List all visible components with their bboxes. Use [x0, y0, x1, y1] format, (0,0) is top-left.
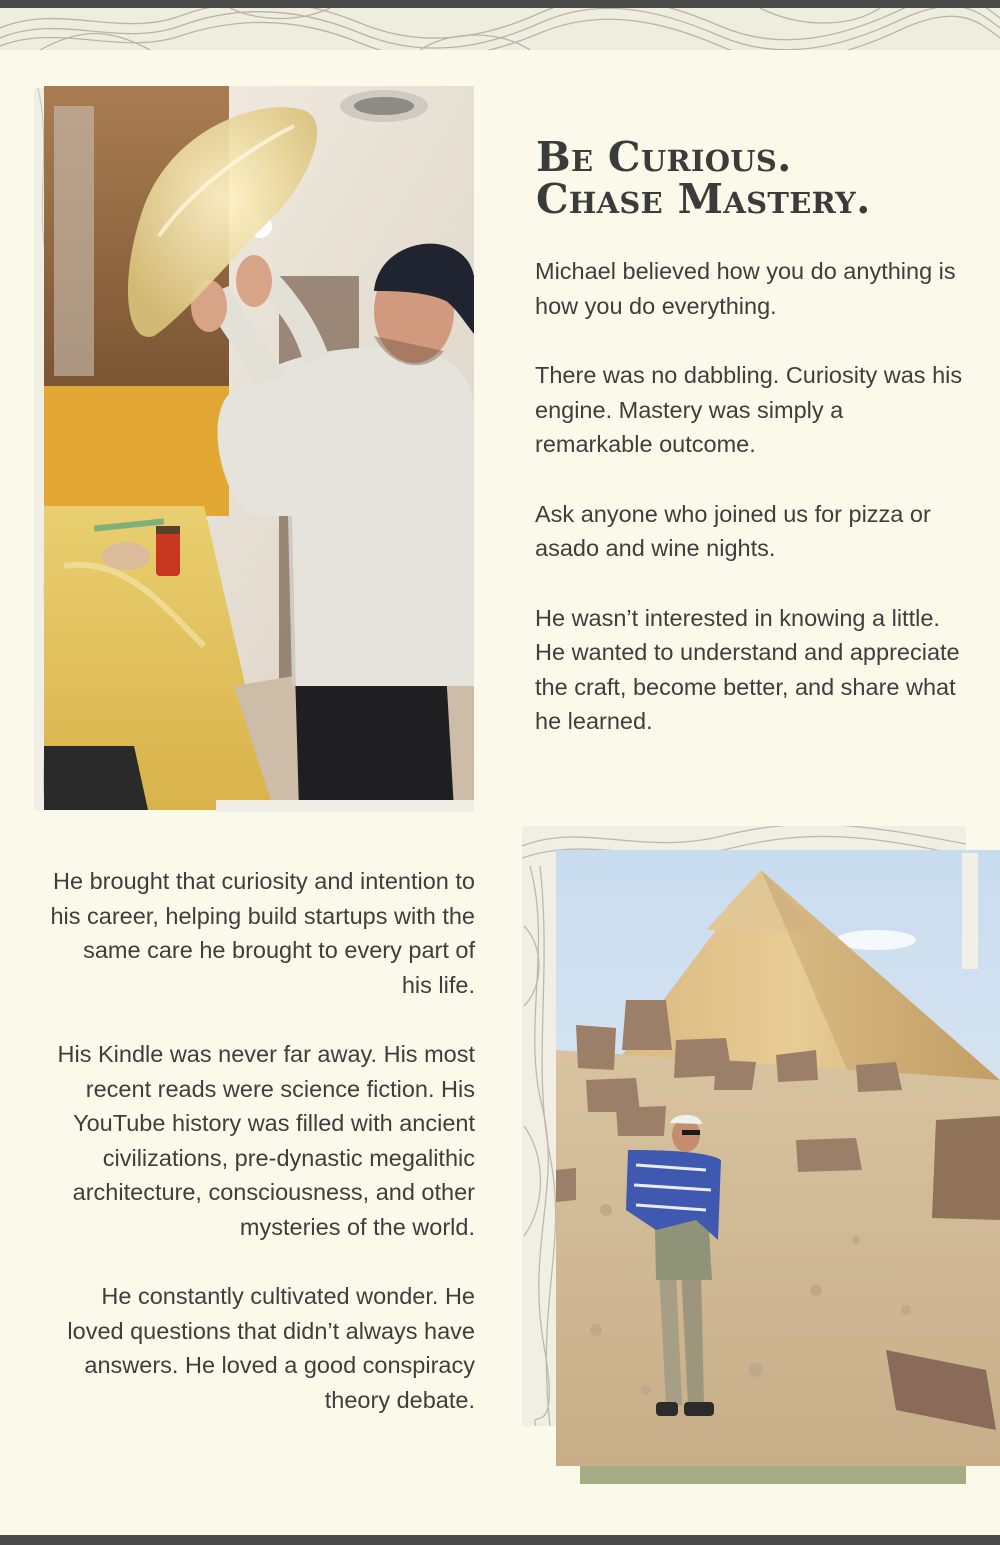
paragraph: His Kindle was never far away. His most recent reads were science fiction. His YouTube history was filled with ancient civilizations, pre-dynastic megalithic architecture, consciousness, and other mysteries of the world.: [57, 1041, 475, 1240]
title-line-2: Chase Mastery.: [536, 175, 871, 223]
pizza-dough-photo: [44, 86, 474, 810]
photo-frame-tab: [962, 853, 978, 969]
paragraph: There was no dabbling. Curiosity was his engine. Mastery was simply a remarkable outcome.: [535, 362, 963, 457]
photo-frame-tab: [216, 800, 474, 812]
paragraph: He constantly cultivated wonder. He loved questions that didn’t always have answers. He loved a good conspiracy theory debate.: [67, 1283, 475, 1413]
pyramid-photo: [556, 850, 1000, 1466]
topographic-banner: [0, 8, 1000, 50]
top-rule: [0, 0, 1000, 8]
page-title: [536, 133, 976, 223]
paragraph: He wasn’t interested in knowing a little. He wanted to understand and appreciate the craft, become better, and share what he learned.: [535, 604, 960, 734]
bottom-rule: [0, 1535, 1000, 1545]
title-line-1: Be Curious.: [536, 133, 792, 181]
paragraph: Michael believed how you do anything is how you do everything.: [535, 258, 956, 319]
right-text-column: [535, 254, 965, 774]
left-text-column: [50, 864, 475, 1452]
photo-accent-bar: [580, 1466, 966, 1484]
paragraph: Ask anyone who joined us for pizza or asado and wine nights.: [535, 500, 931, 561]
paragraph: He brought that curiosity and intention to his career, helping build startups with the same care he brought to every part of his life.: [50, 868, 475, 998]
